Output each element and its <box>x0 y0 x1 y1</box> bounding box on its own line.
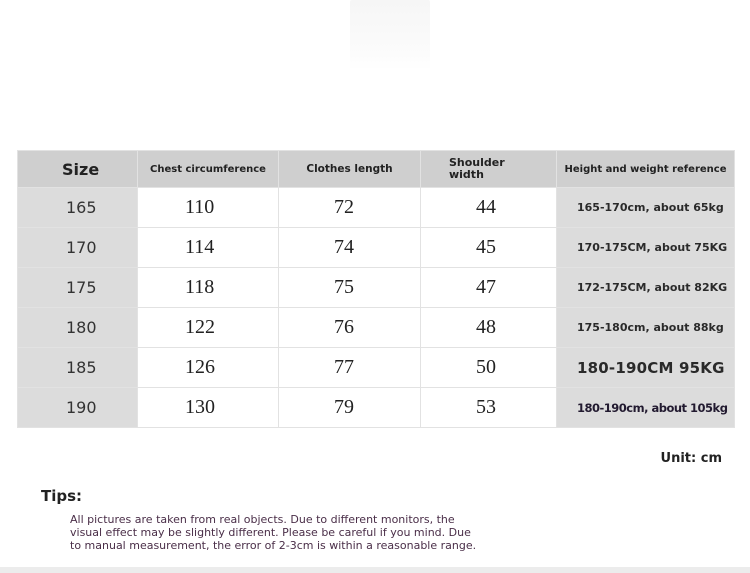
unit-label: Unit: cm <box>660 451 722 466</box>
header-clothes-length: Clothes length <box>279 151 421 188</box>
header-shoulder-line1: Shoulder <box>449 156 505 169</box>
cell-reference: 165-170cm, about 65kg <box>557 188 735 228</box>
cell-shoulder: 44 <box>421 188 557 228</box>
cell-size: 175 <box>18 268 138 308</box>
cell-chest: 114 <box>138 228 279 268</box>
header-chest-circumference: Chest circumference <box>138 151 279 188</box>
header-shoulder-width <box>421 151 557 188</box>
cell-reference: 180-190CM 95KG <box>557 348 735 388</box>
table-row <box>18 228 735 268</box>
cell-chest: 122 <box>138 308 279 348</box>
cell-size: 165 <box>18 188 138 228</box>
cell-length: 75 <box>279 268 421 308</box>
cell-shoulder: 48 <box>421 308 557 348</box>
cell-shoulder: 47 <box>421 268 557 308</box>
header-height-weight-reference: Height and weight reference <box>557 151 735 188</box>
cell-chest: 118 <box>138 268 279 308</box>
bottom-divider <box>0 567 750 573</box>
cell-reference: 170-175CM, about 75KG <box>557 228 735 268</box>
cell-length: 74 <box>279 228 421 268</box>
cell-size: 180 <box>18 308 138 348</box>
tips-title: Tips: <box>41 487 83 505</box>
table-row <box>18 388 735 428</box>
header-size: Size <box>18 151 138 188</box>
tips-line: All pictures are taken from real objects. Due to different monitors, the <box>70 513 455 526</box>
size-table <box>17 150 735 428</box>
cell-reference: 175-180cm, about 88kg <box>557 308 735 348</box>
cell-size: 170 <box>18 228 138 268</box>
table-row <box>18 188 735 228</box>
cell-shoulder: 45 <box>421 228 557 268</box>
table-row <box>18 308 735 348</box>
faint-watermark <box>350 0 430 70</box>
header-shoulder-line2: width <box>449 168 484 181</box>
table-row <box>18 268 735 308</box>
cell-length: 79 <box>279 388 421 428</box>
cell-length: 77 <box>279 348 421 388</box>
cell-length: 72 <box>279 188 421 228</box>
cell-shoulder: 53 <box>421 388 557 428</box>
cell-chest: 110 <box>138 188 279 228</box>
cell-shoulder: 50 <box>421 348 557 388</box>
cell-chest: 130 <box>138 388 279 428</box>
tips-body <box>70 513 500 552</box>
cell-size: 185 <box>18 348 138 388</box>
tips-line: to manual measurement, the error of 2-3cm is within a reasonable range. <box>70 539 477 552</box>
cell-reference: 172-175CM, about 82KG <box>557 268 735 308</box>
tips-line: visual effect may be slightly different. Please be careful if you mind. Due <box>70 526 471 539</box>
cell-length: 76 <box>279 308 421 348</box>
cell-chest: 126 <box>138 348 279 388</box>
cell-size: 190 <box>18 388 138 428</box>
table-row <box>18 348 735 388</box>
table-header-row <box>18 151 735 188</box>
cell-reference: 180-190cm, about 105kg <box>557 388 735 428</box>
